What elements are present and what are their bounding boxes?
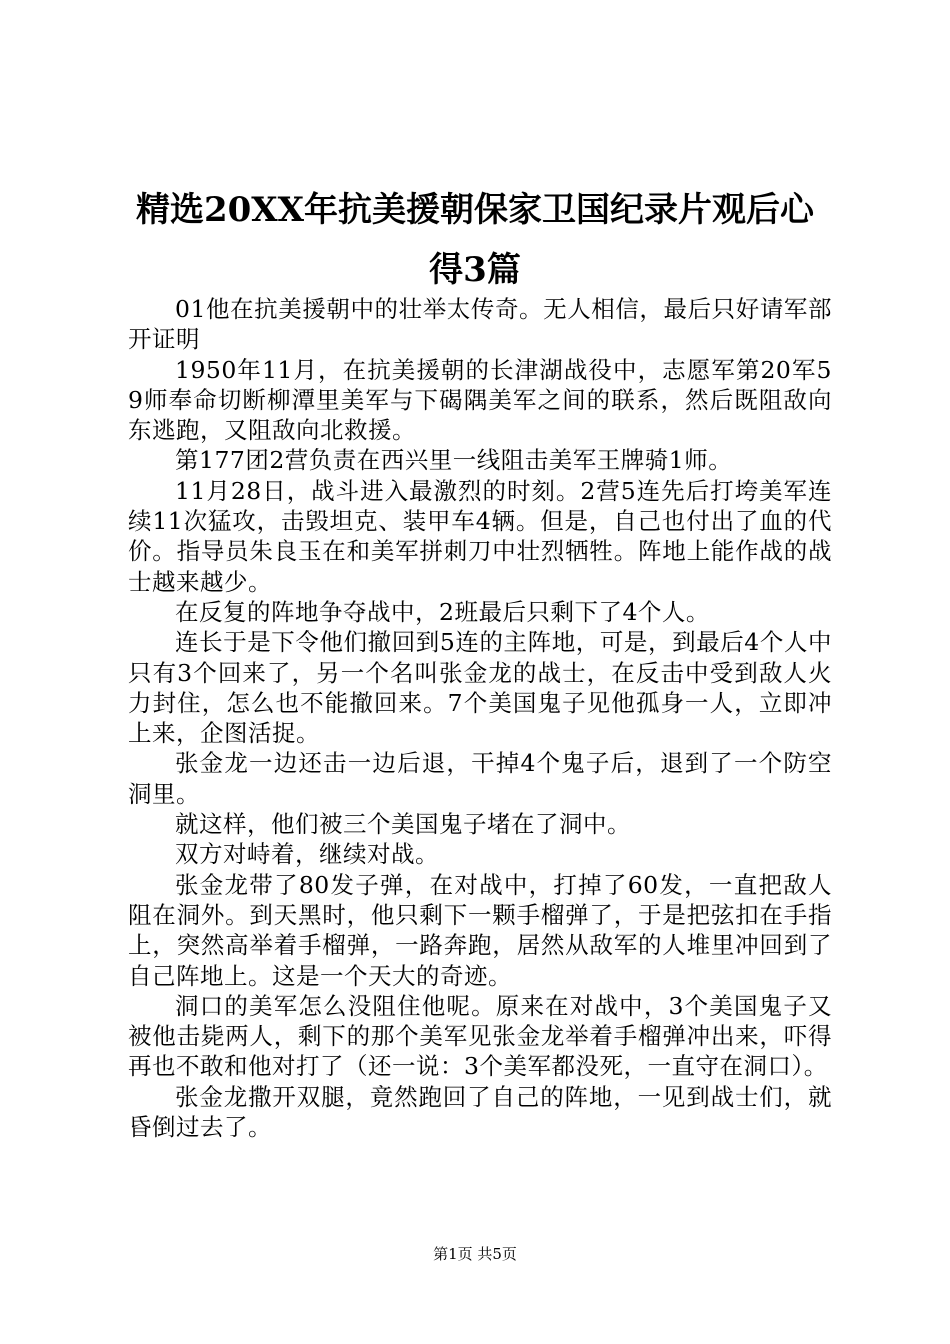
paragraph: 张金龙一边还击一边后退，干掉4个鬼子后，退到了一个防空洞里。 bbox=[128, 749, 832, 808]
paragraph: 第177团2营负责在西兴里一线阻击美军王牌骑1师。 bbox=[175, 446, 733, 475]
paragraph: 洞口的美军怎么没阻住他呢。原来在对战中，3个美国鬼子又被他击毙两人，剩下的那个美军见张金龙举着手榴弹冲出来，吓得再也不敢和他对打了（还一说：3个美军都没死，一直守在洞口）。 bbox=[128, 991, 832, 1081]
page-number-footer: 第1页 共5页 bbox=[433, 1245, 517, 1263]
paragraph: 双方对峙着，继续对战。 bbox=[175, 840, 439, 869]
paragraph: 张金龙撒开双腿，竟然跑回了自己的阵地，一见到战士们，就昏倒过去了。 bbox=[128, 1082, 832, 1142]
paragraph: 就这样，他们被三个美国鬼子堵在了洞中。 bbox=[175, 810, 631, 839]
document-title: 精选20XX年抗美援朝保家卫国纪录片观后心得3篇 bbox=[135, 190, 815, 290]
paragraph: 在反复的阵地争夺战中，2班最后只剩下了4个人。 bbox=[175, 597, 710, 626]
paragraph: 张金龙带了80发子弹，在对战中，打掉了60发，一直把敌人阻在洞外。到天黑时，他只剩下一颗手榴弹了，于是把弦扣在手指上，突然高举着手榴弹，一路奔跑，居然从敌军的人堆里冲回到了自己阵地上。这是一个天大的奇迹。 bbox=[128, 870, 832, 990]
paragraph: 11月28日，战斗进入最激烈的时刻。2营5连先后打垮美军连续11次猛攻，击毁坦克、装甲车4辆。但是，自己也付出了血的代价。指导员朱良玉在和美军拼刺刀中壮烈牺牲。阵地上能作战的战士越来越少。 bbox=[128, 476, 832, 596]
document-body bbox=[128, 294, 832, 1142]
paragraph: 01他在抗美援朝中的壮举太传奇。无人相信，最后只好请军部开证明 bbox=[128, 295, 832, 354]
paragraph: 1950年11月，在抗美援朝的长津湖战役中，志愿军第20军59师奉命切断柳潭里美军与下碣隅美军之间的联系，然后既阻敌向东逃跑，又阻敌向北救援。 bbox=[128, 355, 832, 445]
paragraph: 连长于是下令他们撤回到5连的主阵地，可是，到最后4个人中只有3个回来了，另一个名叫张金龙的战士，在反击中受到敌人火力封住，怎么也不能撤回来。7个美国鬼子见他孤身一人，立即冲上来，企图活捉。 bbox=[128, 628, 832, 748]
